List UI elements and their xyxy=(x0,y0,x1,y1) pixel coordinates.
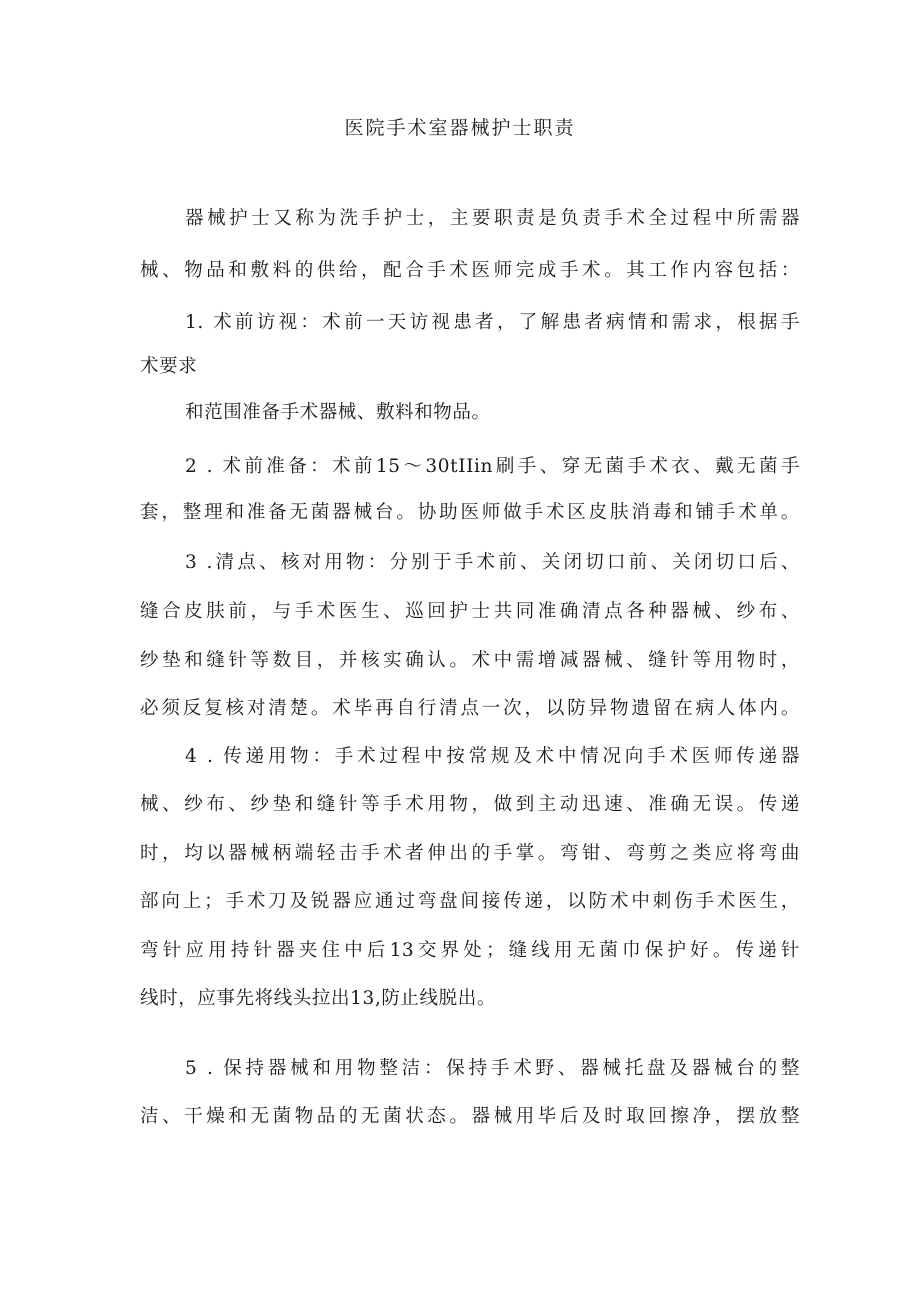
paragraph-line: 洁、干燥和无菌物品的无菌状态。器械用毕后及时取回擦净，摆放整 xyxy=(140,1106,800,1127)
paragraph-line: 术要求 xyxy=(140,356,198,377)
paragraph-line: 3 .清点、核对用物：分别于手术前、关闭切口前、关闭切口后、 xyxy=(185,552,800,573)
paragraph-line: 和范围准备手术器械、敷料和物品。 xyxy=(185,402,491,423)
paragraph-line: 必须反复核对清楚。术毕再自行清点一次，以防异物遗留在病人体内。 xyxy=(140,698,800,719)
paragraph-line: 5 . 保持器械和用物整洁：保持手术野、器械托盘及器械台的整 xyxy=(185,1058,800,1079)
paragraph-line: 2 . 术前准备：术前15～30tIIin刷手、穿无菌手术衣、戴无菌手 xyxy=(185,456,800,477)
paragraph-line: 械、纱布、纱垫和缝针等手术用物，做到主动迅速、准确无误。传递 xyxy=(140,794,800,815)
paragraph-line: 纱垫和缝针等数目，并核实确认。术中需增减器械、缝针等用物时， xyxy=(140,650,800,671)
paragraph-line: 时，均以器械柄端轻击手术者伸出的手掌。弯钳、弯剪之类应将弯曲 xyxy=(140,843,800,864)
paragraph-line: 线时，应事先将线头拉出13,防止线脱出。 xyxy=(140,988,496,1009)
paragraph-line: 1. 术前访视：术前一天访视患者，了解患者病情和需求，根据手 xyxy=(185,312,800,333)
paragraph-line: 套，整理和准备无菌器械台。协助医师做手术区皮肤消毒和铺手术单。 xyxy=(140,502,800,523)
paragraph-line: 器械护士又称为洗手护士，主要职责是负责手术全过程中所需器 xyxy=(185,208,800,229)
paragraph-line: 弯针应用持针器夹住中后13交界处；缝线用无菌巾保护好。传递针 xyxy=(140,940,800,961)
paragraph-line: 部向上；手术刀及锐器应通过弯盘间接传递，以防术中刺伤手术医生， xyxy=(140,891,800,912)
paragraph-line: 械、物品和敷料的供给，配合手术医师完成手术。其工作内容包括： xyxy=(140,260,800,281)
paragraph-line: 4 . 传递用物：手术过程中按常规及术中情况向手术医师传递器 xyxy=(185,746,800,767)
paragraph-line: 缝合皮肤前，与手术医生、巡回护士共同准确清点各种器械、纱布、 xyxy=(140,601,800,622)
document-title: 医院手术室器械护士职责 xyxy=(344,117,576,139)
